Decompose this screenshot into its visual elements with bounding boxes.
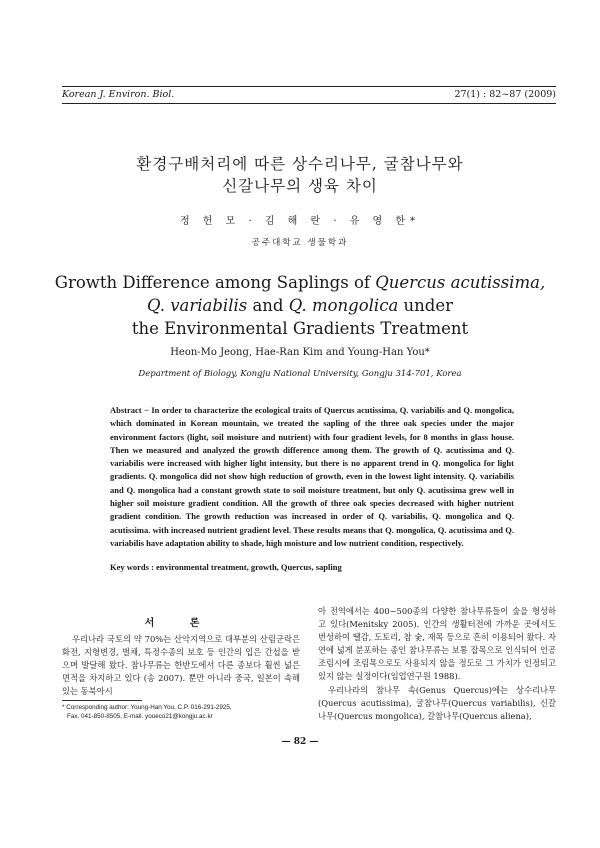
keywords: Key words : environmental treatment, growth, Quercus, sapling [110, 562, 342, 572]
affiliation-ko: 공주대학교 생물학과 [251, 238, 349, 248]
title-en [0, 271, 600, 340]
authors-ko: 정 헌 모 · 김 해 란 · 유 영 한* [179, 216, 421, 227]
title-ko-line1: 환경구배처리에 따른 상수리나무, 굴참나무와 [136, 155, 464, 173]
left-column [62, 633, 300, 698]
right-column [318, 605, 556, 723]
abstract-text: Abstract − In order to characterize the ecological traits of Quercus acutissima, Q. variabilis and Q. mongolica, which dominated in Korean mountain, we treated the sapling of the three oak species under the major environment factors (light, soil moisture and nutrient) with four gradient levels, for 8 months in glass house. Then we measured and analyzed the growth difference among them. The growth of Q. acutissima and Q. variabilis were increased with higher light intensity, but there is no apparent trend in Q. mongolica for light gradients. Q. mongolica did not show high reduction of growth, even in the lowest light intensity. Q. variabilis and Q. mongolica had a constant growth state to soil moisture treatment, but only Q. acutissima grew well in higher soil moisture gradient condition. All the growth of three oak species decreased with higher nutrient gradient condition. The growth reduction was increased in order of Q. variabilis, Q. mongolica and Q. acutissima. with increased nutrient gradient level. These results means that Q. mongolica, Q. acutissima and Q. variabilis have adaptation ability to shade, high moisture and low nutrient condition, respectively. [110, 405, 514, 548]
footnote-line: Fax. 041-850-8505, E-mail. youeco21@kongju.ac.kr [67, 713, 213, 720]
abstract [110, 404, 514, 550]
paragraph: 우리나라의 참나무 속(Genus Quercus)에는 상수리나무(Quercus acutissima), 굴참나무(Quercus variabilis), 신갈나무(Quercus mongolica), 갈참나무(Quercus aliena), [318, 684, 556, 721]
paragraph: 아 전역에서는 400~500종의 다양한 참나무류들이 숲을 형성하고 있다(Menitsky 2005). 인간의 생활터전에 가까운 곳에서도 번성하여 땔감, 도토리, 참 숯, 재목 등으로 흔히 이용되어 왔다. 자연에 넓게 분포하는 종인 참나무류는 보통 잡목으로 인식되어 인공 조림시에 조림목으로도 사용되지 않을 정도로 그 가치가 인정되고 있지 않는 실정이다(임업연구원 1988). [318, 606, 556, 682]
footnote-line: * Corresponding author: Young-Han You, C.P. 016-291-2925, [62, 704, 232, 711]
affiliation-en: Department of Biology, Kongju National University, Gongju 314-701, Korea [138, 369, 462, 379]
title-en-text: under [398, 296, 453, 315]
species-name: Quercus acutissima, [375, 273, 546, 292]
paragraph: 우리나라 국토의 약 70%는 산악지역으로 대부분의 산림군락은 화전, 지형변경, 벌채, 특정수종의 보호 등 인간의 입은 간섭을 받으며 발달해 왔다. 참나무류는 한반도에서 다른 종보다 훨씬 넓은 면적을 차지하고 있다 (송 2007). 뿐만 아니라 중국, 일본이 속해있는 동북아시 [62, 634, 300, 697]
page-number: — 82 — [281, 737, 319, 747]
section-heading-introduction: 서 론 [144, 618, 216, 629]
title-ko-line2: 신갈나무의 생육 차이 [222, 177, 378, 195]
title-en-line3: the Environmental Gradients Treatment [131, 319, 469, 338]
journal-citation: 27(1) : 82~87 (2009) [454, 89, 556, 100]
journal-name: Korean J. Environ. Biol. [62, 89, 175, 100]
species-name: Q. mongolica [288, 296, 399, 315]
title-en-line2 [0, 294, 600, 317]
header-rule-top [62, 86, 556, 87]
title-en-text: Growth Difference among Saplings of [54, 273, 376, 292]
header-rule-bottom [62, 103, 556, 104]
title-en-line1 [0, 271, 600, 294]
authors-en: Heon-Mo Jeong, Hae-Ran Kim and Young-Han You* [170, 347, 430, 358]
title-en-text: and [247, 296, 289, 315]
footnote-rule [62, 700, 142, 701]
species-name: Q. variabilis [147, 296, 248, 315]
footnote [62, 703, 302, 721]
